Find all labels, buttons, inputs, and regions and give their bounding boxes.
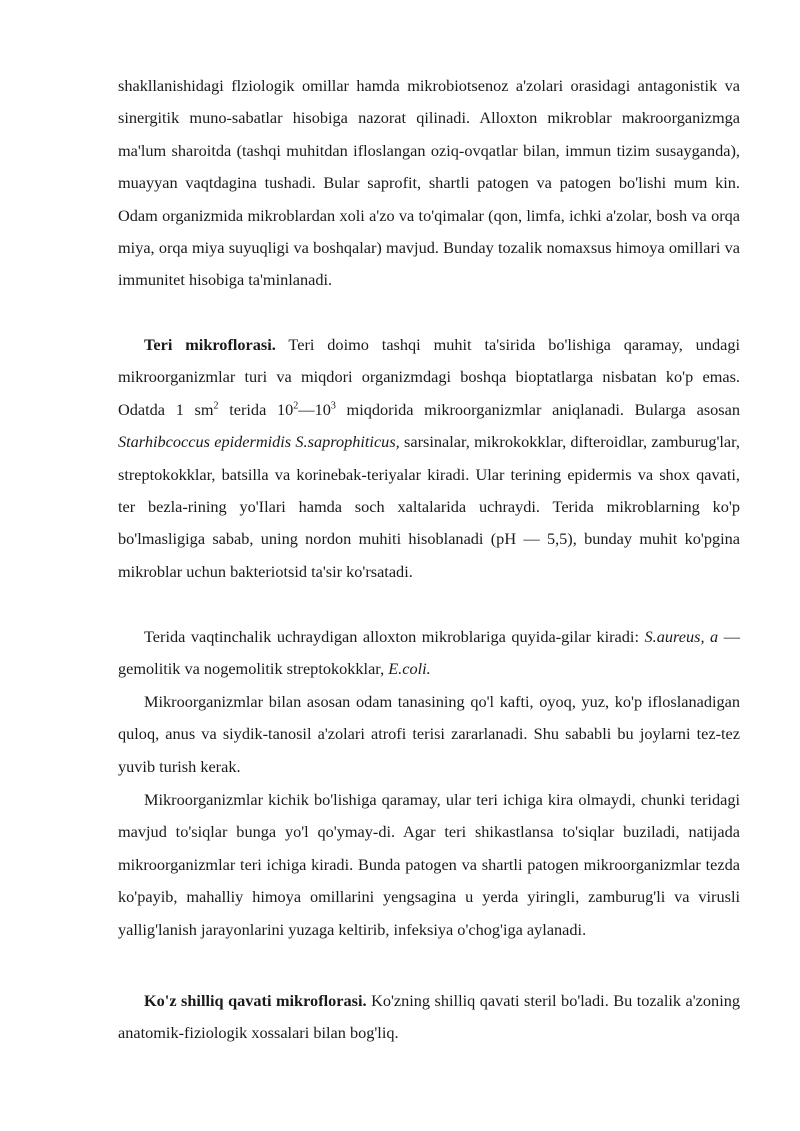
paragraph-text: miqdorida mikroorganizmlar aniqlanadi. Bularga asosan <box>335 399 741 419</box>
paragraph-intro <box>118 70 740 297</box>
paragraph-text: shakllanishidagi flziologik omillar hamda mikrobiotsenoz a'zolari orasidagi antagonistik va sinergitik muno-sabatlar hisobiga nazorat qilinadi. Alloxton mikroblar makroorganizmga ma'lum sharoitda (tashqi muhitdan ifloslangan oziq-ovqatlar bilan, immun tizim susayganda), muayyan vaqtdagina tushadi. Bular saprofit, shartli patogen va patogen bo'lishi mum kin. Odam organizmida mikroblardan xoli a'zo va to'qimalar (qon, limfa, ichki a'zolar, bosh va orqa miya, orqa miya suyuqligi va boshqalar) mavjud. Bunday tozalik nomaxsus himoya omillari va immunitet hisobiga ta'minlanadi. <box>118 76 740 290</box>
species-name: E.coli. <box>388 659 431 679</box>
section-heading-eye: Ko'z shilliq qavati mikroflorasi. <box>144 991 367 1010</box>
superscript: 2 <box>213 400 219 412</box>
species-name: S.aureus, a <box>644 627 719 646</box>
paragraph-text: terida 10 <box>218 399 294 419</box>
paragraph-text: Ko'zning shilliq qavati steril bo'ladi. Bu tozalik a'zoning anatomik-fiziologik xossalari bilan bog'liq. <box>118 991 740 1043</box>
paragraph-text: —10 <box>298 399 331 419</box>
paragraph-skin-microflora <box>118 329 740 588</box>
paragraph-text: sarsinalar, mikrokokklar, difteroidlar, zamburug'lar, streptokokklar, batsilla va korinebak-teriyalar kiradi. Ular terining epidermis va shox qavati, ter bezla-rining yo'Ilari hamda soch xaltalarida uchraydi. Terida mikroblarning ko'p bo'lmasligiga sabab, uning nordon muhiti hisoblanadi (pH — 5,5), bunday muhit ko'pgina mikroblar uchun bakteriotsid ta'sir ko'rsatadi. <box>118 432 740 581</box>
paragraph-text: Terida vaqtinchalik uchraydigan alloxton mikroblariga quyida-gilar kiradi: <box>144 627 645 646</box>
section-heading-skin: Teri mikroflorasi. <box>144 335 276 354</box>
paragraph-transient-microbes <box>118 621 740 686</box>
paragraph-affected-areas <box>118 686 740 783</box>
paragraph-text: Teri doimo tashqi muhit ta'sirida bo'lishiga qaramay, undagi mikroorganizmlar turi va miqdori organizmdagi boshqa bioptatlarga nisbatan ko'p emas. Odatda 1 sm <box>118 335 740 419</box>
superscript: 3 <box>330 400 336 412</box>
paragraph-skin-barrier <box>118 784 740 946</box>
paragraph-text: Mikroorganizmlar kichik bo'lishiga qaramay, ular teri ichiga kira olmaydi, chunki teridagi mavjud to'siqlar bunga yo'l qo'ymay-di. Agar teri shikastlansa to'siqlar buziladi, natijada mikroorganizmlar teri ichiga kiradi. Bunda patogen va shartli patogen mikroorganizmlar tezda ko'payib, mahalliy himoya omillarini yengsagina u yerda yiringli, zamburug'li va virusli yallig'lanish jarayonlarini yuzaga keltirib, infeksiya o'chog'iga aylanadi. <box>118 790 740 939</box>
paragraph-text: Mikroorganizmlar bilan asosan odam tanasining qo'l kafti, oyoq, yuz, ko'p ifloslanadigan quloq, anus va siydik-tanosil a'zolari atrofi terisi zararlanadi. Shu sababli bu joylarni tez-tez yuvib turish kerak. <box>118 692 740 776</box>
species-names: Starhibcoccus epidermidis S.saprophiticus, <box>118 432 400 452</box>
paragraph-eye-microflora <box>118 985 740 1050</box>
superscript: 2 <box>293 400 299 412</box>
paragraph-text: — gemolitik va nogemolitik streptokokklar, <box>118 627 740 679</box>
